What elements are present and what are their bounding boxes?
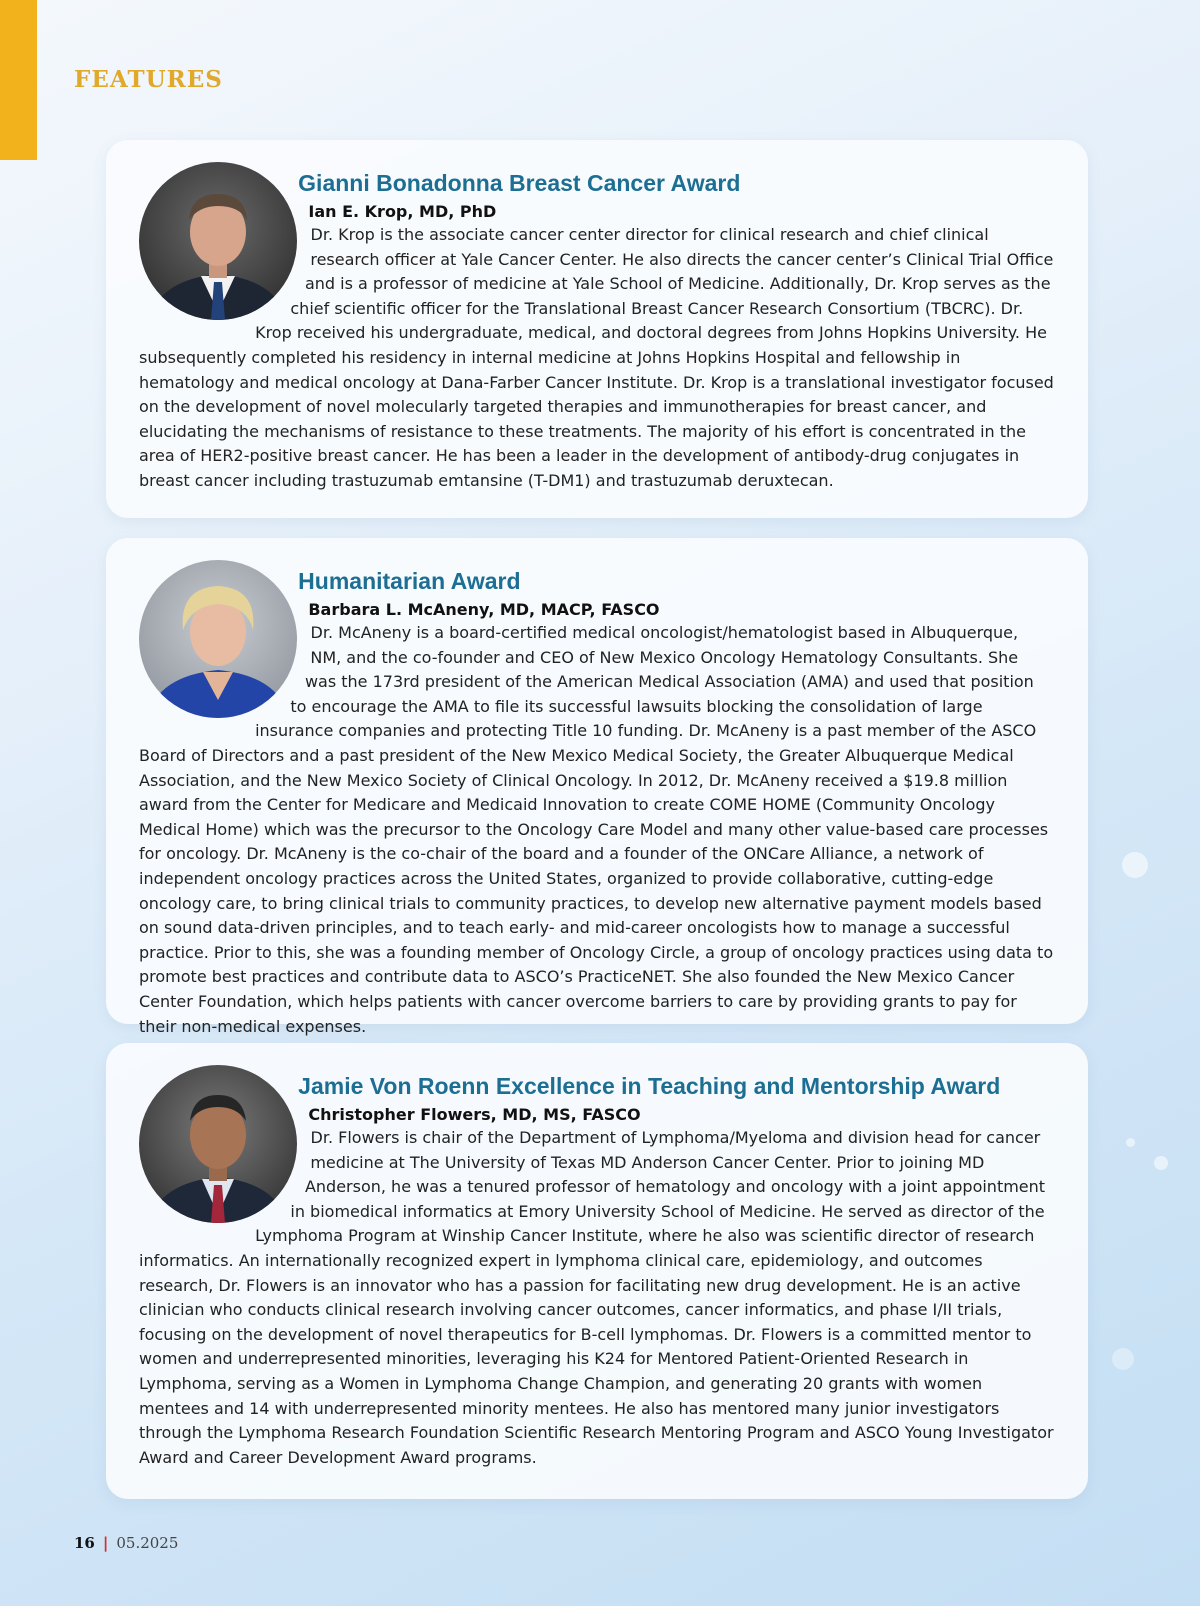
recipient-name: Ian E. Krop, MD, PhD xyxy=(308,202,497,221)
portrait-photo xyxy=(139,162,297,320)
issue-date: 05.2025 xyxy=(116,1534,179,1552)
recipient-bio: Dr. Krop is the associate cancer center director for clinical research and chief clinical research officer at Yale Cancer Center. He also directs the cancer center’s Clinical Trial Office and is a professor of medicine at Yale School of Medicine. Additionally, Dr. Krop serves as the chief scientific officer for the Translational Breast Cancer Research Consortium (TBCRC). Dr. Krop received his undergraduate, medical, and doctoral degrees from Johns Hopkins University. He subsequently completed his residency in internal medicine at Johns Hopkins Hospital and fellowship in hematology and medical oncology at Dana-Farber Cancer Institute. Dr. Krop is a translational investigator focused on the development of novel molecularly targeted therapies and immunotherapies for breast cancer, and elucidating the mechanisms of resistance to these treatments. The majority of his effort is concentrated in the area of HER2-positive breast cancer. He has been a leader in the development of antibody-drug conjugates in breast cancer including trastuzumab emtansine (T-DM1) and trastuzumab deruxtecan. xyxy=(139,225,1054,490)
award-card xyxy=(106,140,1088,518)
portrait-photo xyxy=(139,1065,297,1223)
section-accent-bar xyxy=(0,0,37,160)
award-card xyxy=(106,538,1088,1036)
recipient-name: Barbara L. McAneny, MD, MACP, FASCO xyxy=(308,600,660,619)
award-title: Gianni Bonadonna Breast Cancer Award xyxy=(298,170,741,196)
award-card xyxy=(106,1043,1088,1499)
recipient-bio: Dr. Flowers is chair of the Department of Lymphoma/Myeloma and division head for cancer medicine at The University of Texas MD Anderson Cancer Center. Prior to joining MD Anderson, he was a tenured professor of hematology and oncology with a joint appointment in biomedical informatics at Emory University School of Medicine. He served as director of the Lymphoma Program at Winship Cancer Institute, where he also was scientific director of research informatics. An internationally recognized expert in lymphoma clinical care, epidemiology, and outcomes research, Dr. Flowers is an innovator who has a passion for facilitating new drug development. He is an active clinician who conducts clinical research involving cancer outcomes, cancer informatics, and phase I/II trials, focusing on the development of novel therapeutics for B-cell lymphomas. Dr. Flowers is a committed mentor to women and underrepresented minorities, leveraging his K24 for Mentored Patient-Oriented Research in Lymphoma, serving as a Women in Lymphoma Change Champion, and generating 20 grants with women mentees and 14 with underrepresented minority mentees. He also has mentored many junior investigators through the Lymphoma Research Foundation Scientific Research Mentoring Program and ASCO Young Investigator Award and Career Development Award programs. xyxy=(139,1128,1054,1467)
recipient-name: Christopher Flowers, MD, MS, FASCO xyxy=(308,1105,641,1124)
page-number: 16 xyxy=(74,1534,95,1552)
page-footer xyxy=(74,1534,178,1552)
section-label: FEATURES xyxy=(74,66,223,93)
recipient-bio: Dr. McAneny is a board-certified medical oncologist/hematologist based in Albuquerque, NM, and the co-founder and CEO of New Mexico Oncology Hematology Consultants. She was the 173rd president of the American Medical Association (AMA) and used that position to encourage the AMA to file its successful lawsuits blocking the consolidation of large insurance companies and protecting Title 10 funding. Dr. McAneny is a past member of the ASCO Board of Directors and a past president of the New Mexico Medical Society, the Greater Albuquerque Medical Association, and the New Mexico Society of Clinical Oncology. In 2012, Dr. McAneny received a $19.8 million award from the Center for Medicare and Medicaid Innovation to create COME HOME (Community Oncology Medical Home) which was the precursor to the Oncology Care Model and many other value-based care processes for oncology. Dr. McAneny is the co-chair of the board and a founder of the ONCare Alliance, a network of independent oncology practices across the United States, organized to provide collaborative, cutting-edge oncology care, to bring clinical trials to community practices, to develop new alternative payment models based on sound data-driven principles, and to teach early- and mid-career oncologists how to manage a successful practice. Prior to this, she was a founding member of Oncology Circle, a group of oncology practices using data to promote best practices and contribute data to ASCO’s PracticeNET. She also founded the New Mexico Cancer Center Foundation, which helps patients with cancer overcome barriers to care by providing grants to pay for their non-medical expenses. xyxy=(139,623,1054,1036)
bokeh-light xyxy=(1112,1348,1134,1370)
footer-separator: | xyxy=(102,1534,109,1552)
bokeh-light xyxy=(1154,1156,1168,1170)
award-title: Humanitarian Award xyxy=(298,568,521,594)
award-title: Jamie Von Roenn Excellence in Teaching and Mentorship Award xyxy=(298,1073,1001,1099)
portrait-photo xyxy=(139,560,297,718)
bokeh-light xyxy=(1126,1138,1135,1147)
bokeh-light xyxy=(1122,852,1148,878)
